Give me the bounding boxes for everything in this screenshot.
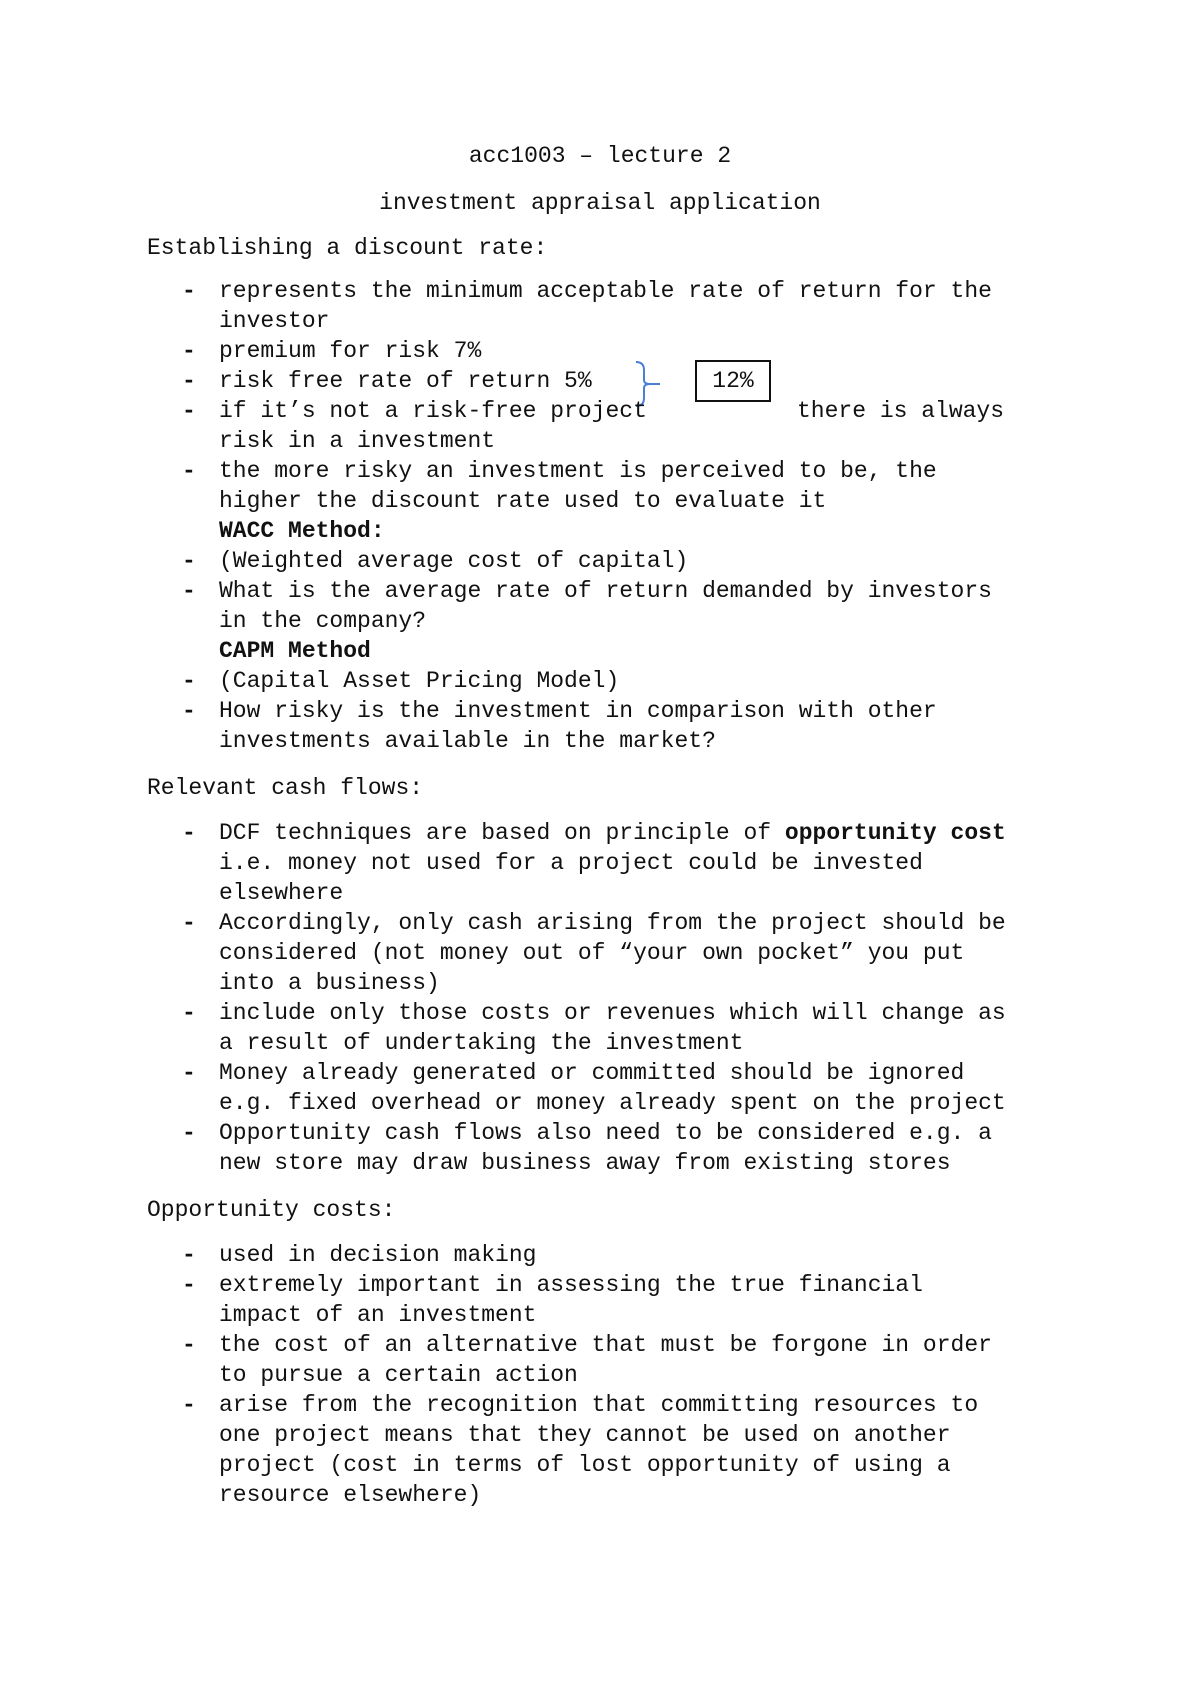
bullet-dash: -: [182, 910, 196, 936]
list-item-text-part: DCF techniques are based on principle of: [219, 820, 785, 846]
bullet-dash: -: [182, 698, 196, 724]
bullet-dash: -: [182, 548, 196, 574]
bullet-dash: -: [182, 278, 196, 304]
list-item-text: i.e. money not used for a project could be invested: [219, 850, 923, 876]
list-item-text: include only those costs or revenues which will change as: [219, 1000, 1006, 1026]
list-item-text: investor: [219, 308, 330, 334]
bullet-dash: -: [182, 1120, 196, 1146]
bullet-dash: -: [182, 668, 196, 694]
list-item-text: risk free rate of return 5%: [219, 368, 592, 394]
list-item-text: a result of undertaking the investment: [219, 1030, 744, 1056]
list-item-text: if it’s not a risk-free project: [219, 398, 647, 424]
list-item-text: into a business): [219, 970, 440, 996]
bullet-dash: -: [182, 1332, 196, 1358]
list-item-text: higher the discount rate used to evaluate it: [219, 488, 827, 514]
list-item-text: Accordingly, only cash arising from the project should be: [219, 910, 1006, 936]
list-item-text: (Weighted average cost of capital): [219, 548, 689, 574]
opportunity-cost-emphasis: opportunity cost: [784, 820, 1006, 846]
doc-title: acc1003 – lecture 2: [468, 143, 732, 169]
list-item-text: to pursue a certain action: [219, 1362, 578, 1388]
list-item-text: represents the minimum acceptable rate of return for the: [219, 278, 992, 304]
doc-subtitle: investment appraisal application: [379, 190, 821, 216]
list-item-text: What is the average rate of return demanded by investors: [219, 578, 992, 604]
list-item-text: in the company?: [219, 608, 427, 634]
list-item-text: elsewhere: [219, 880, 344, 906]
list-item-text: (Capital Asset Pricing Model): [219, 668, 620, 694]
list-item-text: used in decision making: [219, 1242, 537, 1268]
list-item-text: risk in a investment: [219, 428, 496, 454]
bullet-dash: -: [182, 1272, 196, 1298]
capm-heading: CAPM Method: [219, 638, 371, 664]
list-item-text: extremely important in assessing the true financial: [219, 1272, 923, 1298]
list-item-text: arise from the recognition that committing resources to: [219, 1392, 979, 1418]
bullet-dash: -: [182, 1242, 196, 1268]
list-item-text: investments available in the market?: [219, 728, 716, 754]
list-item-text: the more risky an investment is perceived to be, the: [219, 458, 937, 484]
bullet-dash: -: [182, 398, 196, 424]
bullet-dash: -: [182, 368, 196, 394]
list-item-text: the cost of an alternative that must be forgone in order: [219, 1332, 992, 1358]
section-heading-cash-flows: Relevant cash flows:: [147, 775, 424, 801]
list-item-text: [219, 820, 1006, 846]
bullet-dash: -: [182, 1392, 196, 1418]
total-rate-box: 12%: [695, 360, 771, 402]
wacc-heading: WACC Method:: [219, 518, 385, 544]
list-item-text: resource elsewhere): [219, 1482, 482, 1508]
section-heading-opportunity-costs: Opportunity costs:: [147, 1197, 396, 1223]
list-item-text: new store may draw business away from existing stores: [219, 1150, 951, 1176]
list-item-text: Opportunity cash flows also need to be considered e.g. a: [219, 1120, 992, 1146]
section-heading-discount-rate: Establishing a discount rate:: [147, 235, 548, 261]
list-item-text: How risky is the investment in comparison with other: [219, 698, 937, 724]
list-item-text: e.g. fixed overhead or money already spent on the project: [219, 1090, 1006, 1116]
bullet-dash: -: [182, 338, 196, 364]
list-item-text: Money already generated or committed should be ignored: [219, 1060, 965, 1086]
bullet-dash: -: [182, 578, 196, 604]
list-item-text: one project means that they cannot be used on another: [219, 1422, 951, 1448]
list-item-text: project (cost in terms of lost opportunity of using a: [219, 1452, 951, 1478]
bullet-dash: -: [182, 820, 196, 846]
bullet-dash: -: [182, 458, 196, 484]
list-item-text: considered (not money out of “your own pocket” you put: [219, 940, 965, 966]
bullet-dash: -: [182, 1000, 196, 1026]
bullet-dash: -: [182, 1060, 196, 1086]
list-item-text: premium for risk 7%: [219, 338, 482, 364]
list-item-text: impact of an investment: [219, 1302, 537, 1328]
list-item-text: there is always: [797, 398, 1005, 424]
